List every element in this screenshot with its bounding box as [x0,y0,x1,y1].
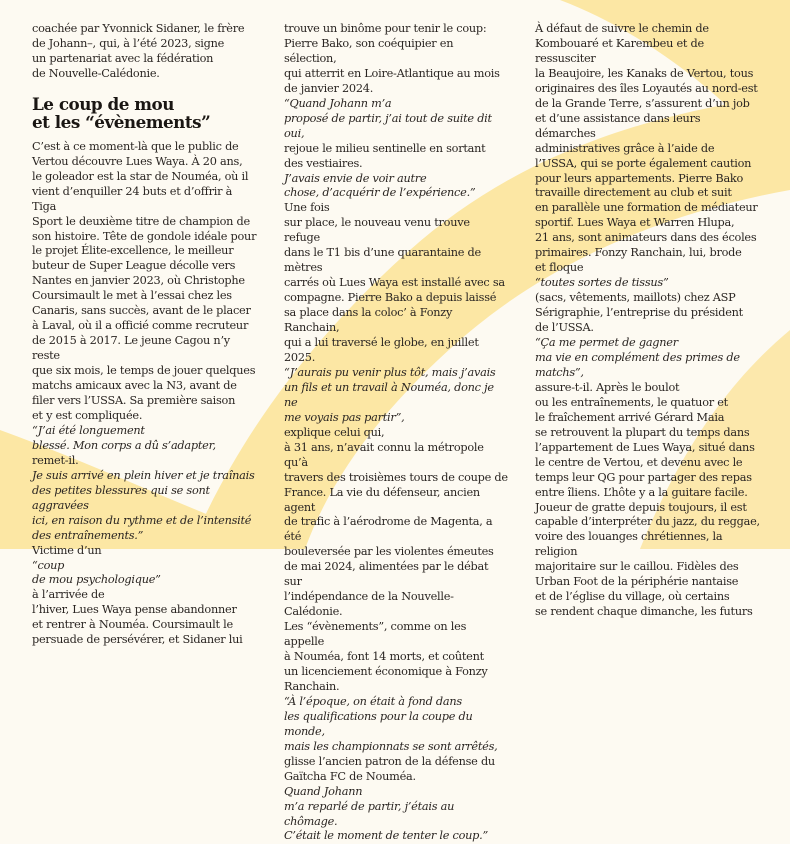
paragraph-text: assure-t-il. Après le boulot ou les entraînements, le quatuor et le fraîchement arrivé Gérard Maia se retrouvent la plupart du temps dans l’appartement de Lues Waya, situé dans le centre de Vertou, et devenu avec le temps leur QG pour partager des repas entre îliens. L’hôte y a la guitare facile. Joueur de gratte depuis toujours, il est capable d’interpréter du jazz, du reggae, voire des louanges chrétiennes, la religion majoritaire sur le caillou. Fidèles des Urban Foot de la périphérie nantaise et de l’église du village, où certains se rendent chaque dimanche, les futurs [535,380,760,619]
article-column-2 [284,22,508,844]
quote-tissus: “toutes sortes de tissus” [535,276,669,290]
paragraph-text: explique celui qui, à 31 ans, n’avait connu la métropole qu’à travers des troisièmes tours de coupe de France. La vie du défenseur, ancien agent de trafic à l’aérodrome de Magenta, a été bouleversée par les violentes émeutes de mai 2024, alimentées par le débat sur l’indépendance de la Nouvelle-Calédonie. Les “évènements”, comme on les appelle à Nouméa, font 14 morts, et coûtent un licenciement économique à Fonzy Ranchain. [284,425,508,693]
quote-experience: J’avais envie de voir autre chose, d’acquérir de l’expérience.” [284,171,476,200]
paragraph-text: (sacs, vêtements, maillots) chez ASP Sérigraphie, l’entreprise du président de l’USSA. [535,291,743,335]
quote-injury: “J’ai été longuement blessé. Mon corps a dû s’adapter, [32,423,216,452]
quote-chomage: Quand Johann m’a reparlé de partir, j’étais au chômage. C’était le moment de tenter le coup.” [284,784,489,843]
paragraph-text: à l’arrivée de l’hiver, Lues Waya pense abandonner et rentrer à Nouméa. Coursimault le persuade de persévérer, et Sidaner lui [32,588,243,647]
quote-bako: “Quand Johann m’a proposé de partir, j’ai tout de suite dit oui, [284,96,492,140]
article-column-3 [535,22,761,620]
paragraph-text: rejoue le milieu sentinelle en sortant des vestiaires. [284,141,486,170]
paragraph-text: Une fois sur place, le nouveau venu trouve refuge dans le T1 bis d’une quarantaine de mètres carrés où Lues Waya est installé avec sa compagne. Pierre Bako a depuis laissé sa place dans la coloc’ à Fonzy Ranchain, qui a lui traversé le globe, en juillet 2025. [284,201,505,364]
quote-winter: Je suis arrivé en plein hiver et je traînais des petites blessures qui se sont aggravées ici, en raison du rythme et de l’intensité des entraînements.” [32,468,255,542]
quote-ranchain: “J’aurais pu venir plus tôt, mais j’avais un fils et un travail à Nouméa, donc je ne me voyais pas partir”, [284,365,496,424]
paragraph-text: glisse l’ancien patron de la défense du Gaïtcha FC de Nouméa. [284,754,495,783]
article-column-1 [32,22,258,648]
intro-paragraph: coachée par Yvonnick Sidaner, le frère de Johann–, qui, à l’été 2023, signe un partenariat avec la fédération de Nouvelle-Calédonie. [32,22,245,80]
quote-primes: “Ça me permet de gagner ma vie en complément des primes de matchs”, [535,336,740,379]
attribution-text: remet-il. [32,453,79,467]
paragraph-text: À défaut de suivre le chemin de Kombouaré et Karembeu et de ressusciter la Beaujoire, les Kanaks de Vertou, tous originaires des îles Loyautés au nord-est de la Grande Terre, s’assurent d’un job et d’une assistance dans leurs démarches administratives grâce à l’aide de l’USSA, qui se porte également caution pour leurs appartements. Pierre Bako travaille directement au club et suit en parallèle une formation de médiateur sportif. Lues Waya et Warren Hlupa, 21 ans, sont animateurs dans des écoles primaires. Fonzy Ranchain, lui, brode et floque [535,22,758,275]
quote-qualifications: “À l’époque, on était à fond dans les qualifications pour la coupe du monde, mais les championnats se sont arrêtés, [284,694,498,753]
paragraph-1: C’est à ce moment-là que le public de Vertou découvre Lues Waya. À 20 ans, le goleador est la star de Nouméa, où il vient d’enquiller 24 buts et d’offrir à Tiga Sport le deuxième titre de champion de son histoire. Tête de gondole idéale pour le projet Élite-excellence, le meilleur buteur de Super League décolle vers Nantes en janvier 2023, où Christophe Coursimault le met à l’essai chez les Canaris, sans succès, avant de le placer à Laval, où il a officié comme recruteur de 2015 à 2017. Le jeune Cagou n’y reste que six mois, le temps de jouer quelques matchs amicaux avec la N3, avant de filer vers l’USSA. Sa première saison et y est compliquée. [32,139,257,422]
paragraph-text: trouve un binôme pour tenir le coup: Pierre Bako, son coéquipier en sélection, qui atterrit en Loire-Atlantique au mois de janvier 2024. [284,22,500,95]
section-heading: Le coup de mou et les “évènements” [32,93,211,133]
quote-coup-de-mou: “coup de mou psychologique” [32,558,161,587]
paragraph-text: Victime d’un [32,543,102,557]
